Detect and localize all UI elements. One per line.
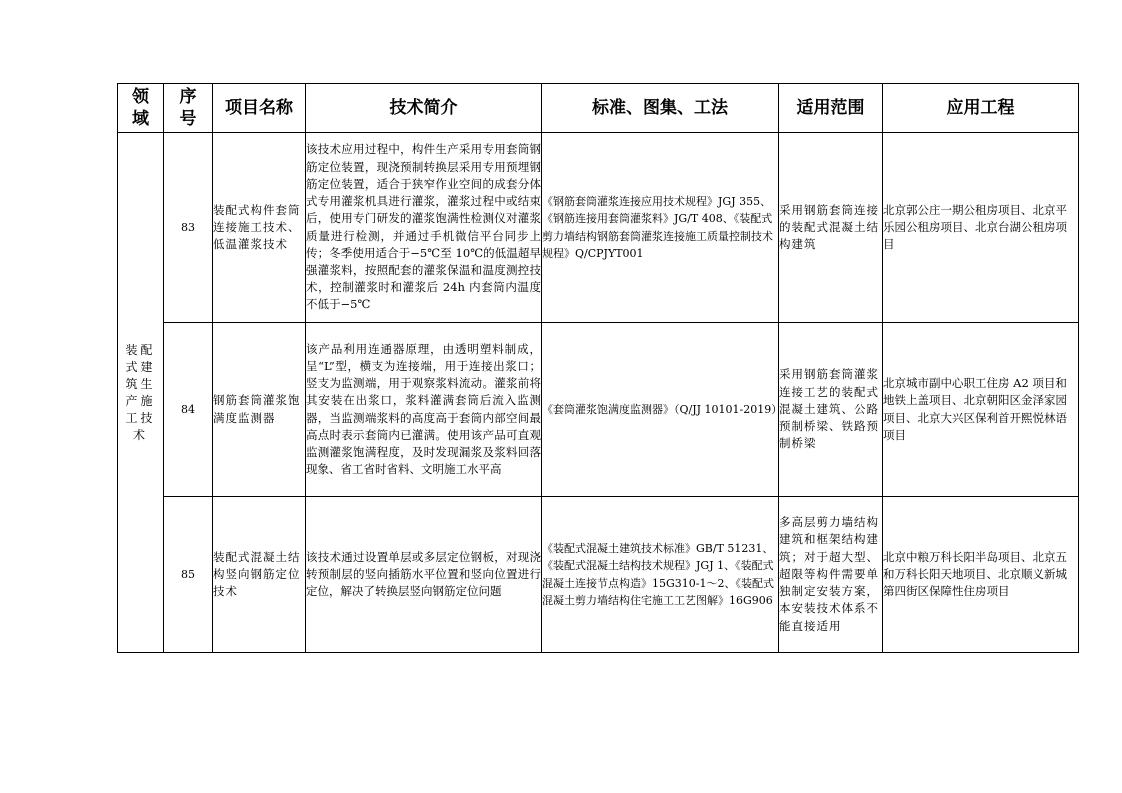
header-intro: 技术简介 — [306, 84, 542, 133]
scope-cell: 多高层剪力墙结构建筑和框架结构建筑；对于超大型、超限等构件需要单独制定安装方案，本安装技术体系不能直接适用 — [779, 497, 883, 653]
header-domain: 领域 — [118, 84, 164, 133]
header-name: 项目名称 — [213, 84, 306, 133]
header-scope: 适用范围 — [779, 84, 883, 133]
intro-cell: 该产品利用连通器原理，由透明塑料制成，呈“L”型，横支为连接端，用于连接出浆口；竖支为监测端，用于观察浆料流动。灌浆前将其安装在出浆口，浆料灌满套筒后流入监测器，当监测端浆料的高度高于套筒内部空间最高点时表示套筒内已灌满。使用该产品可直观监测灌浆饱满程度，及时发现漏浆及浆料回落现象、省工省时省料、文明施工水平高 — [306, 323, 542, 497]
intro-cell: 该技术通过设置单层或多层定位钢板，对现浇转预制层的竖向插筋水平位置和竖向位置进行定位，解决了转换层竖向钢筋定位问题 — [306, 497, 542, 653]
application-cell: 北京中粮万科长阳半岛项目、北京五和万科长阳天地项目、北京顺义新城第四街区保障性住房项目 — [883, 497, 1079, 653]
seq-cell: 83 — [164, 133, 213, 323]
standards-cell: 《钢筋套筒灌浆连接应用技术规程》JGJ 355、《钢筋连接用套筒灌浆料》JG/T 408、《装配式剪力墙结构钢筋套筒灌浆连接施工质量控制技术规程》Q/CPJYT001 — [542, 133, 779, 323]
header-row — [118, 84, 1079, 133]
name-cell: 装配式构件套筒连接施工技术、低温灌浆技术 — [213, 133, 306, 323]
name-cell: 钢筋套筒灌浆饱满度监测器 — [213, 323, 306, 497]
header-standards: 标准、图集、工法 — [542, 84, 779, 133]
application-cell: 北京城市副中心职工住房 A2 项目和地铁上盖项目、北京朝阳区金泽家园项目、北京大兴区保利首开熙悦林语项目 — [883, 323, 1079, 497]
table-row — [118, 323, 1079, 497]
intro-cell: 该技术应用过程中，构件生产采用专用套筒钢筋定位装置，现浇预制转换层采用专用预埋钢筋定位装置，适合于狭窄作业空间的成套分体式专用灌浆机具进行灌浆，灌浆过程中或结束后，使用专门研发的灌浆饱满性检测仪对灌浆质量进行检测，并通过手机微信平台同步上传；冬季使用适合于−5℃至 10℃的低温超早强灌浆料，按照配套的灌浆保温和温度测控技术，控制灌浆时和灌浆后 24h 内套筒内温度不低于−5℃ — [306, 133, 542, 323]
table-row — [118, 133, 1079, 323]
header-seq: 序号 — [164, 84, 213, 133]
application-cell: 北京郭公庄一期公租房项目、北京平乐园公租房项目、北京台湖公租房项目 — [883, 133, 1079, 323]
seq-cell: 84 — [164, 323, 213, 497]
standards-cell: 《套筒灌浆饱满度监测器》（Q/JJ 10101-2019） — [542, 323, 779, 497]
scope-cell: 采用钢筋套筒灌浆连接工艺的装配式混凝土建筑、公路预制桥梁、铁路预制桥梁 — [779, 323, 883, 497]
scope-cell: 采用钢筋套筒连接的装配式混凝土结构建筑 — [779, 133, 883, 323]
domain-cell: 装配式建筑生产施工技术 — [118, 133, 164, 653]
standards-cell: 《装配式混凝土建筑技术标准》GB/T 51231、《装配式混凝土结构技术规程》JGJ 1、《装配式混凝土连接节点构造》15G310-1～2、《装配式混凝土剪力墙结构住宅施工工艺图解》16G906 — [542, 497, 779, 653]
name-cell: 装配式混凝土结构竖向钢筋定位技术 — [213, 497, 306, 653]
seq-cell: 85 — [164, 497, 213, 653]
table-row — [118, 497, 1079, 653]
header-application: 应用工程 — [883, 84, 1079, 133]
technology-table — [117, 83, 1079, 653]
